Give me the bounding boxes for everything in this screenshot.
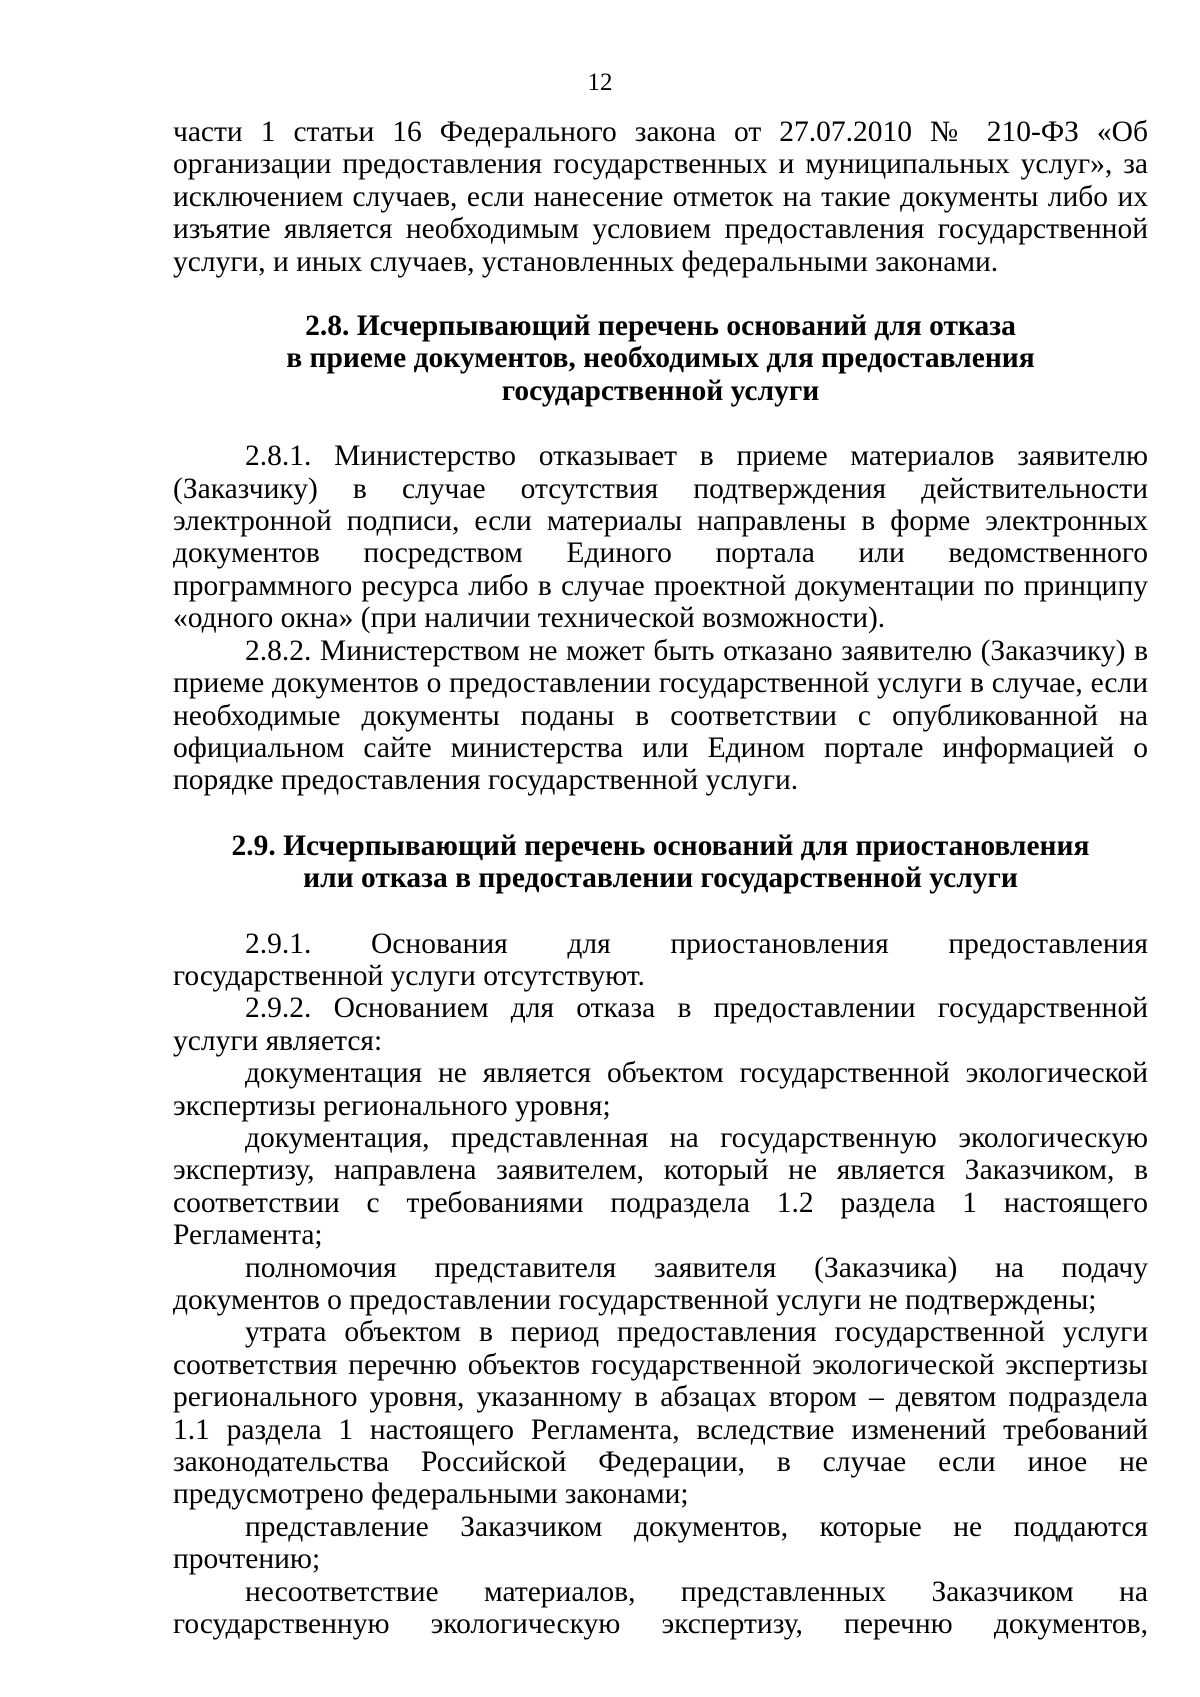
refusal-ground-item: документация не является объектом государственной экологической экспертизы регионального уровня; xyxy=(173,1057,1148,1122)
paragraph-2-8-1: 2.8.1. Министерство отказывает в приеме материалов заявителю (Заказчику) в случае отсутствия подтверждения действительности электронной подписи, если материалы направлены в форме электронных документов посредством Единого портала или ведомственного программного ресурса либо в случае проектной документации по принципу «одного окна» (при наличии технической возможности). xyxy=(173,440,1148,635)
section-2-9-heading-line-1: 2.9. Исчерпывающий перечень оснований для приостановления xyxy=(231,829,1090,862)
intro-paragraph: части 1 статьи 16 Федерального закона от 27.07.2010 № 210-ФЗ «Об организации предоставления государственных и муниципальных услуг», за исключением случаев, если нанесение отметок на такие документы либо их изъятие является необходимым условием предоставления государственной услуги, и иных случаев, установленных федеральными законами. xyxy=(173,116,1148,278)
section-2-8-heading-line-1: 2.8. Исчерпывающий перечень оснований для отказа xyxy=(305,310,1016,343)
paragraph-2-9-2: 2.9.2. Основанием для отказа в предоставлении государственной услуги является: xyxy=(173,992,1148,1057)
refusal-ground-item: полномочия представителя заявителя (Заказчика) на подачу документов о предоставлении государственной услуги не подтверждены; xyxy=(173,1251,1148,1316)
page-number: 12 xyxy=(587,69,613,96)
refusal-ground-item: документация, представленная на государственную экологическую экспертизу, направлена заявителем, который не является Заказчиком, в соответствии с требованиями подраздела 1.2 раздела 1 настоящего Регламента; xyxy=(173,1121,1148,1252)
paragraph-2-9-1: 2.9.1. Основания для приостановления предоставления государственной услуги отсутствуют. xyxy=(173,927,1148,992)
refusal-ground-item: утрата объектом в период предоставления государственной услуги соответствия перечню объектов государственной экологической экспертизы регионального уровня, указанному в абзацах втором – девятом подраздела 1.1 раздела 1 настоящего Регламента, вследствие изменений требований законодательства Российской Федерации, в случае если иное не предусмотрено федеральными законами; xyxy=(173,1316,1148,1511)
refusal-ground-item: представление Заказчиком документов, которые не поддаются прочтению; xyxy=(173,1510,1148,1576)
section-2-8-heading-line-3: государственной услуги xyxy=(501,374,820,407)
document-body xyxy=(173,116,1148,1640)
section-2-9-heading xyxy=(173,830,1148,895)
section-2-8-heading xyxy=(173,310,1148,407)
refusal-ground-item: несоответствие материалов, представленных Заказчиком на государственную экологическую экспертизу, перечню документов, xyxy=(173,1575,1148,1641)
section-2-9-heading-line-2: или отказа в предоставлении государственной услуги xyxy=(303,862,1018,895)
paragraph-2-8-2: 2.8.2. Министерством не может быть отказано заявителю (Заказчику) в приеме документов о предоставлении государственной услуги в случае, если необходимые документы поданы в соответствии с опубликованной на официальном сайте министерства или Едином портале информацией о порядке предоставления государственной услуги. xyxy=(173,634,1148,797)
section-2-8-heading-line-2: в приеме документов, необходимых для предоставления xyxy=(286,342,1035,375)
